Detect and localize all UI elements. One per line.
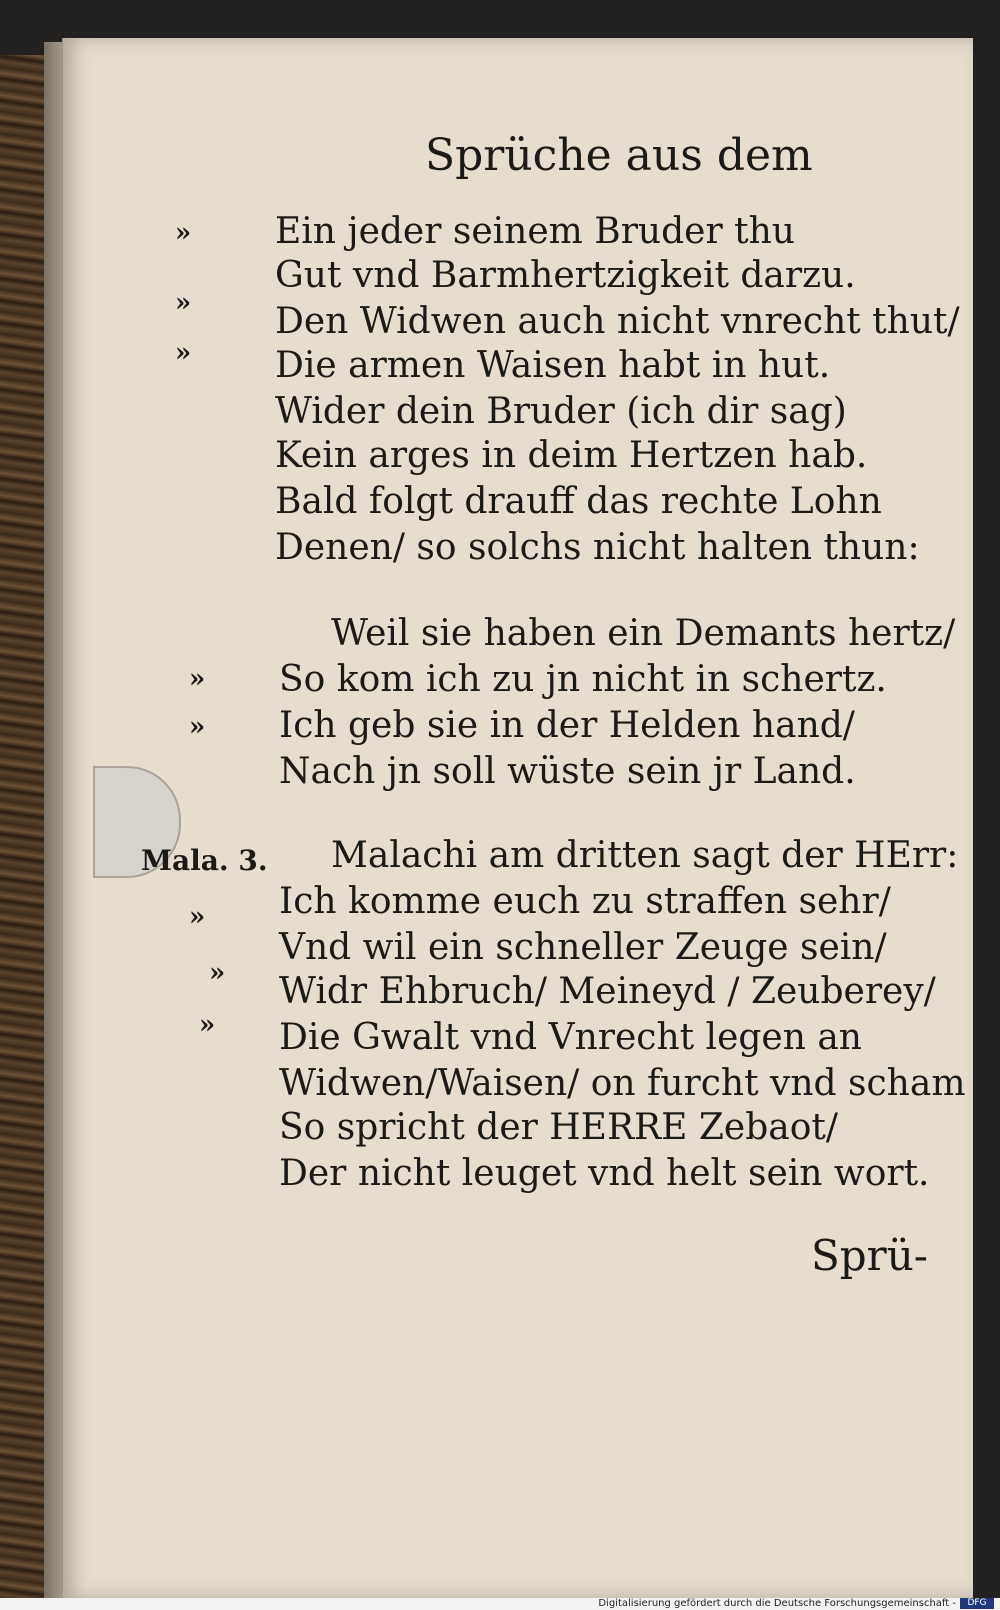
verse-line: Denen/ so solchs nicht halten thun:	[275, 527, 920, 568]
dfg-logo: DFG	[960, 1598, 994, 1609]
quote-mark: »	[189, 664, 206, 694]
margin-reference: Mala. 3.	[141, 844, 268, 877]
footer-credit: Digitalisierung gefördert durch die Deutsche Forschungsgemeinschaft -	[598, 1598, 956, 1609]
verse-line: Die Gwalt vnd Vnrecht legen an	[279, 1017, 862, 1058]
verse-line: So kom ich zu jn nicht in schertz.	[279, 659, 887, 700]
quote-mark: »	[189, 712, 206, 742]
catchword: Sprü-	[811, 1231, 928, 1280]
page-heading: Sprüche aus dem	[425, 130, 813, 181]
quote-mark: »	[209, 958, 226, 988]
verse-line: Malachi am dritten sagt der HErr:	[331, 835, 959, 876]
verse-line: Den Widwen auch nicht vnrecht thut/	[275, 301, 960, 342]
verse-line: Widwen/Waisen/ on furcht vnd scham	[279, 1063, 966, 1104]
verse-line: Kein arges in deim Hertzen hab.	[275, 435, 868, 476]
book-page	[62, 38, 973, 1598]
verse-line: Wider dein Bruder (ich dir sag)	[275, 391, 847, 432]
verse-line: Weil sie haben ein Demants hertz/	[331, 613, 956, 654]
quote-mark: »	[189, 902, 206, 932]
quote-mark: »	[175, 288, 192, 318]
quote-mark: »	[175, 338, 192, 368]
verse-line: Vnd wil ein schneller Zeuge sein/	[279, 927, 887, 968]
verse-line: Ich geb sie in der Helden hand/	[279, 705, 855, 746]
verse-line: Widr Ehbruch/ Meineyd / Zeuberey/	[279, 971, 936, 1012]
verse-line: So spricht der HERRE Zebaot/	[279, 1107, 838, 1148]
verse-line: Der nicht leuget vnd helt sein wort.	[279, 1153, 930, 1194]
quote-mark: »	[199, 1010, 216, 1040]
verse-line: Bald folgt drauff das rechte Lohn	[275, 481, 882, 522]
verse-line: Die armen Waisen habt in hut.	[275, 345, 831, 386]
quote-mark: »	[175, 218, 192, 248]
verse-line: Nach jn soll wüste sein jr Land.	[279, 751, 856, 792]
verse-line: Gut vnd Barmhertzigkeit darzu.	[275, 255, 856, 296]
verse-line: Ein jeder seinem Bruder thu	[275, 211, 795, 252]
verse-line: Ich komme euch zu straffen sehr/	[279, 881, 891, 922]
